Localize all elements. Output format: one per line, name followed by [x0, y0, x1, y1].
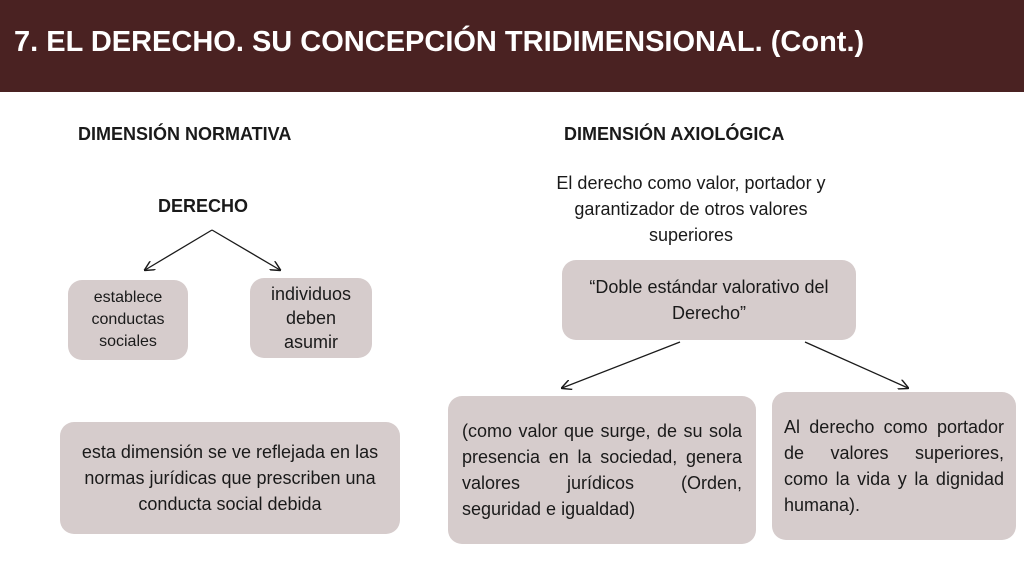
arrow-estandar-left: [562, 342, 680, 388]
normative-heading: DIMENSIÓN NORMATIVA: [78, 124, 292, 144]
axiological-description: El derecho como valor, portador y garantizador de otros valores superiores: [556, 173, 826, 245]
box-valor-surge-text: (como valor que surge, de su sola presencia en la sociedad, genera valores jurídicos (Orden, seguridad e igualdad): [462, 421, 742, 519]
arrow-derecho-right: [212, 230, 280, 270]
box-doble-estandar-text: “Doble estándar valorativo del Derecho”: [589, 277, 829, 323]
box-establece-text: establece conductas sociales: [91, 289, 165, 350]
box-portador-text: Al derecho como portador de valores superiores, como la vida y la dignidad humana).: [784, 417, 1004, 515]
arrow-estandar-right: [805, 342, 908, 388]
arrow-derecho-left: [145, 230, 212, 270]
box-normative-text: esta dimensión se ve reflejada en las normas jurídicas que prescriben una conducta social debida: [81, 442, 379, 514]
box-individuos-text: individuos deben asumir: [270, 284, 352, 352]
derecho-label: DERECHO: [158, 196, 249, 216]
axiological-heading: DIMENSIÓN AXIOLÓGICA: [564, 124, 785, 144]
slide-title: 7. EL DERECHO. SU CONCEPCIÓN TRIDIMENSIONAL. (Cont.): [14, 26, 865, 58]
